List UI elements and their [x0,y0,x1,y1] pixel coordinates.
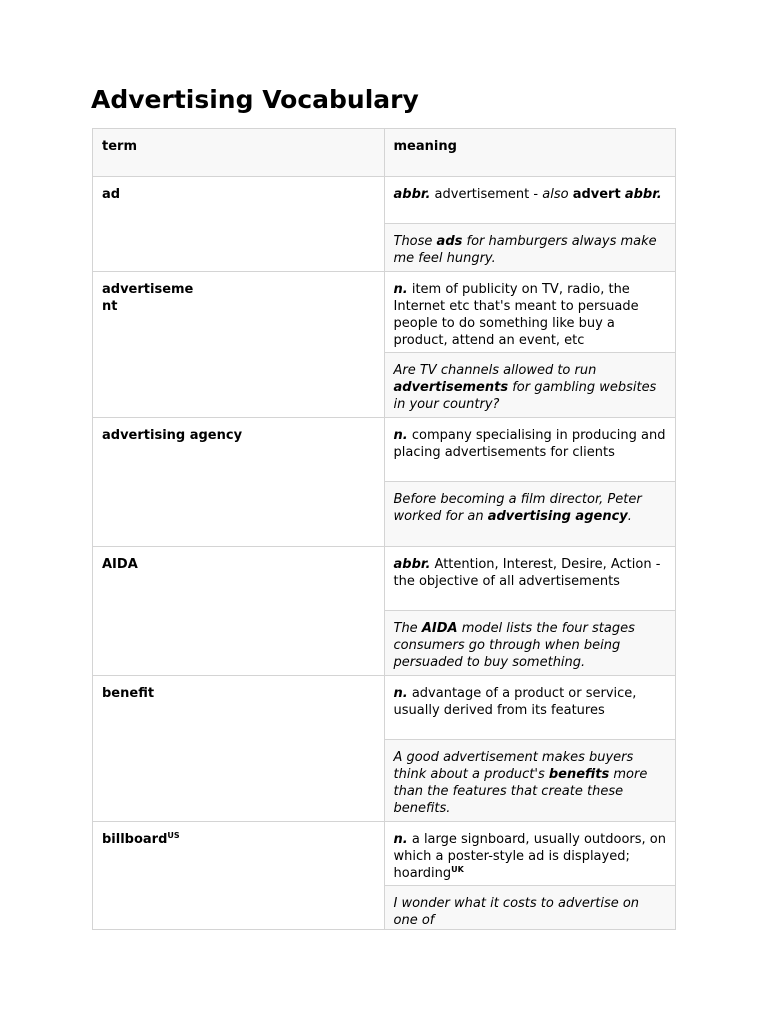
also-term: advert [572,187,621,202]
part-of-speech: abbr. [393,187,431,202]
part-of-speech: n. [393,832,408,847]
example-highlight: advertisements [393,380,509,395]
term-cell [93,418,385,547]
entry-definition-row [93,418,676,482]
term-cell [93,177,385,272]
part-of-speech: abbr. [393,557,431,572]
definition-text: Attention, Interest, Desire, Action - the objective of all advertisements [393,557,661,589]
example-highlight: benefits [548,767,610,782]
vocabulary-table [92,128,676,930]
column-header-term: term [93,129,385,177]
entry-definition-row [93,676,676,740]
example-highlight: ads [436,234,463,249]
term-text: advertiseme nt [102,282,194,314]
definition-cell [384,272,676,353]
definition-cell [384,822,676,886]
table-header-row [93,129,676,177]
example-cell: A good advertisement makes buyers think about a product's benefits more than the features that create these benefits. [384,740,676,822]
definition-cell [384,676,676,740]
term-cell [93,676,385,822]
term-cell [93,822,385,930]
definition-text: advantage of a product or service, usually derived from its features [393,686,637,718]
term-text: billboard [102,832,168,847]
part-of-speech: n. [393,428,408,443]
term-text: advertising agency [102,428,243,443]
example-cell: Those ads for hamburgers always make me feel hungry. [384,224,676,272]
term-text: benefit [102,686,155,701]
example-cell: Before becoming a film director, Peter worked for an advertising agency. [384,482,676,547]
definition-text: advertisement - [434,187,543,202]
term-cell [93,547,385,676]
part-of-speech: n. [393,686,408,701]
column-header-meaning: meaning [384,129,676,177]
entry-definition-row [93,547,676,611]
term-text: AIDA [102,557,138,572]
example-cell: Are TV channels allowed to run advertisements for gambling websites in your country? [384,353,676,418]
entry-definition-row [93,177,676,224]
example-cell: I wonder what it costs to advertise on one of [384,886,676,930]
entry-definition-row [93,272,676,353]
term-text: ad [102,187,121,202]
example-cell: The AIDA model lists the four stages consumers go through when being persuaded to buy something. [384,611,676,676]
definition-text: company specialising in producing and placing advertisements for clients [393,428,666,460]
page-title: Advertising Vocabulary [91,85,419,114]
definition-cell [384,418,676,482]
entry-definition-row [93,822,676,886]
region-label-uk: UK [451,865,464,874]
example-highlight: advertising agency [487,509,628,524]
definition-cell [384,547,676,611]
part-of-speech: n. [393,282,408,297]
definition-text: item of publicity on TV, radio, the Internet etc that's meant to persuade people to do something like buy a product, attend an event, etc [393,282,639,348]
term-cell [93,272,385,418]
example-highlight: AIDA [421,621,458,636]
region-label-us: US [167,831,180,840]
definition-text: a large signboard, usually outdoors, on which a poster-style ad is displayed; hoarding [393,832,666,881]
also-label: also [542,187,569,202]
also-part-of-speech: abbr. [624,187,662,202]
definition-cell [384,177,676,224]
